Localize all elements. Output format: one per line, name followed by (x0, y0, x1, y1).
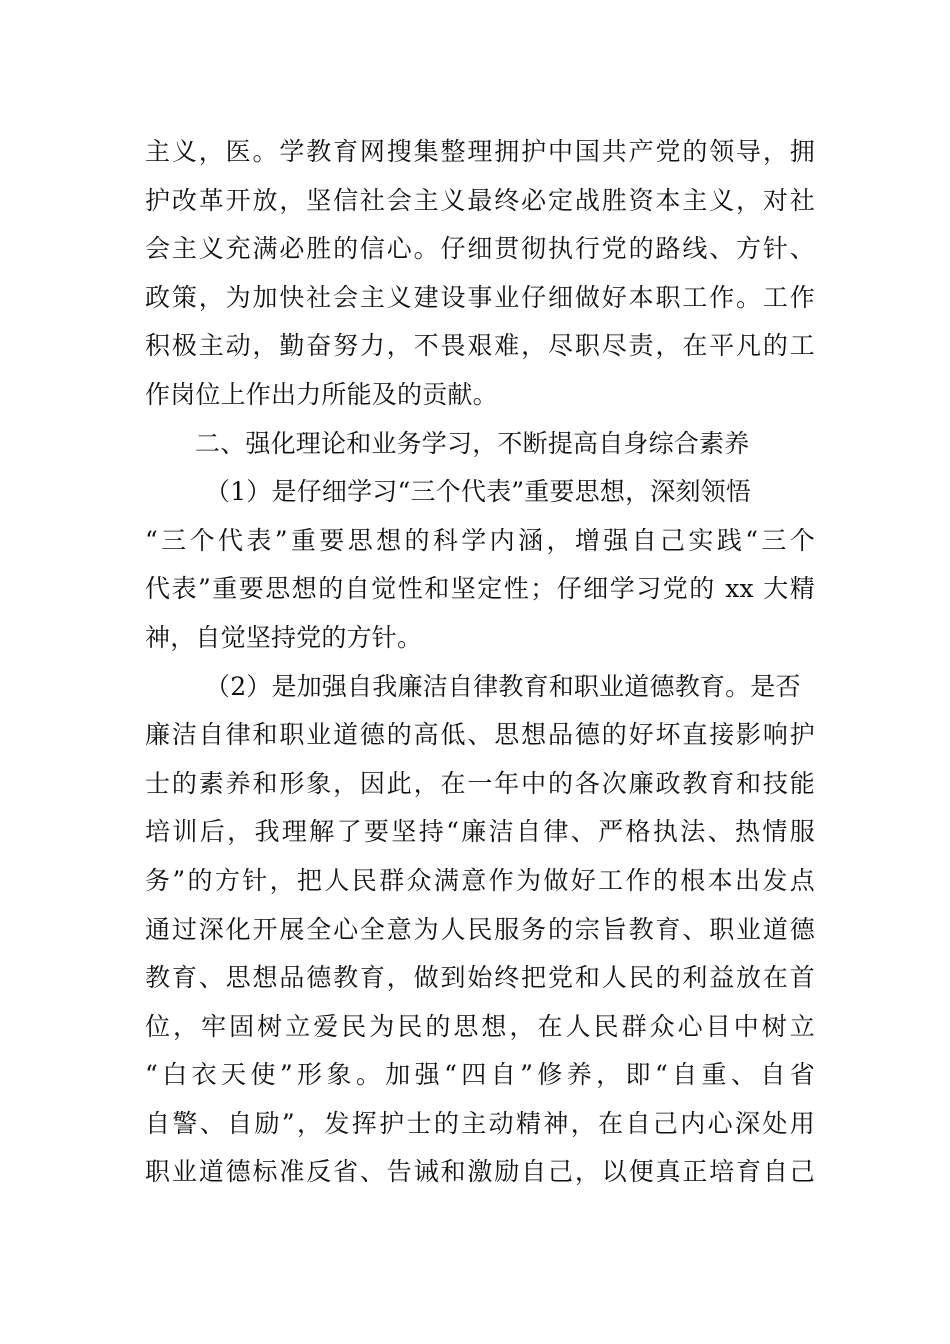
text-line: “白衣天使”形象。加强“四自”修养，即“自重、自省 (145, 1060, 815, 1090)
body-text (145, 128, 815, 1197)
text-line: 政策，为加快社会主义建设事业仔细做好本职工作。工作 (145, 282, 815, 312)
text-line: 廉洁自律和职业道德的高低、思想品德的好坏直接影响护 (145, 720, 815, 750)
text-line: 士的素养和形象，因此，在一年中的各次廉政教育和技能 (145, 768, 815, 798)
text-line: 位，牢固树立爱民为民的思想，在人民群众心目中树立 (145, 1011, 815, 1041)
text-line: 通过深化开展全心全意为人民服务的宗旨教育、职业道德 (145, 914, 815, 944)
text-line: 神，自觉坚持党的方针。 (145, 622, 423, 652)
text-line: 护改革开放，坚信社会主义最终必定战胜资本主义，对社 (145, 185, 815, 215)
text-line: （1）是仔细学习“三个代表”重要思想，深刻领悟 (205, 477, 752, 507)
text-line: （2）是加强自我廉洁自律教育和职业道德教育。是否 (205, 671, 801, 701)
text-line: 积极主动，勤奋努力，不畏艰难，尽职尽责，在平凡的工 (145, 331, 815, 361)
text-line: “三个代表”重要思想的科学内涵，增强自己实践“三个 (145, 525, 815, 555)
text-line: 主义，医。学教育网搜集整理拥护中国共产党的领导，拥 (145, 137, 815, 166)
text-line: 代表”重要思想的自觉性和坚定性；仔细学习党的 xx 大精 (145, 574, 815, 604)
section-heading: 二、强化理论和业务学习，不断提高自身综合素养 (195, 428, 750, 458)
text-line: 自警、自励”，发挥护士的主动精神，在自己内心深处用 (145, 1108, 815, 1138)
text-line: 务”的方针，把人民群众满意作为做好工作的根本出发点 (145, 865, 815, 895)
text-line: 会主义充满必胜的信心。仔细贯彻执行党的路线、方针、 (145, 234, 815, 264)
text-line: 作岗位上作出力所能及的贡献。 (145, 379, 498, 409)
text-line: 职业道德标准反省、告诫和激励自己，以便真正培育自己 (145, 1157, 815, 1187)
text-line: 教育、思想品德教育，做到始终把党和人民的利益放在首 (145, 963, 815, 993)
text-line: 培训后，我理解了要坚持“廉洁自律、严格执法、热情服 (145, 817, 815, 847)
